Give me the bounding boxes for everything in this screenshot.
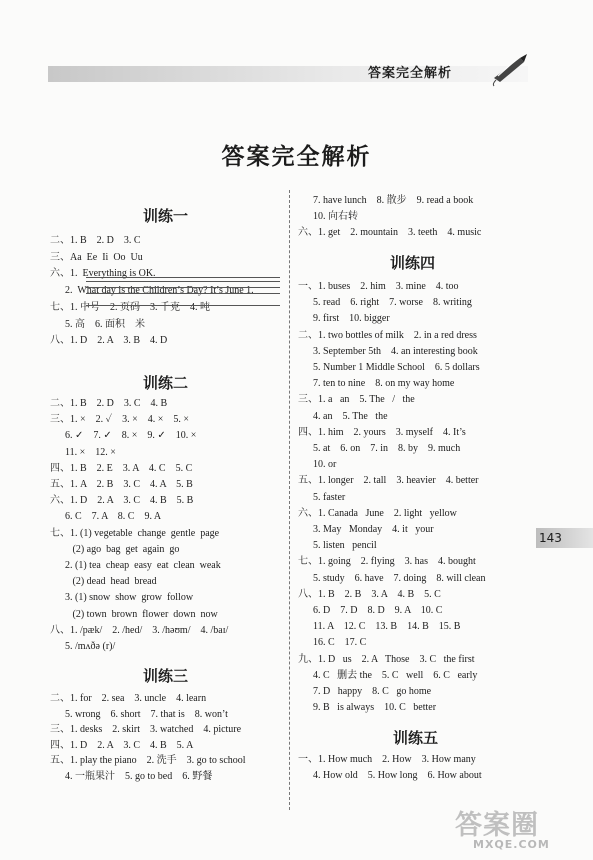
answer-line: 11. A 12. C 13. B 14. B 15. B bbox=[298, 621, 461, 633]
answer-line: 四、1. him 2. yours 3. myself 4. It’s bbox=[298, 426, 466, 438]
answer-line: 五、1. A 2. B 3. C 4. A 5. B bbox=[50, 479, 193, 490]
answer-line: 三、Aa Ee Ii Oo Uu bbox=[50, 251, 143, 263]
answer-line: 5. listen pencil bbox=[298, 540, 377, 552]
answer-line: 5. Number 1 Middle School 6. 5 dollars bbox=[298, 362, 480, 373]
header-title: 答案完全解析 bbox=[368, 66, 453, 81]
writing-line bbox=[86, 293, 280, 294]
answer-line: 5. at 6. on 7. in 8. by 9. much bbox=[298, 443, 461, 454]
answer-line: 5. wrong 6. short 7. that is 8. won’t bbox=[50, 708, 228, 720]
answer-line: 九、1. D us 2. A Those 3. C the first bbox=[298, 653, 475, 665]
answer-line: 7. D happy 8. C go home bbox=[298, 686, 432, 697]
section-title-2: 训练二 bbox=[143, 374, 189, 392]
answer-line: 二、1. B 2. D 3. C bbox=[50, 235, 141, 246]
answer-line: 6. ✓ 7. ✓ 8. × 9. ✓ 10. × bbox=[50, 430, 197, 442]
writing-line bbox=[86, 305, 280, 306]
page-title: 答案完全解析 bbox=[221, 144, 372, 170]
answer-line: 4. C 删去 the 5. C well 6. C early bbox=[298, 669, 478, 681]
answer-line: 5. faster bbox=[298, 491, 346, 503]
answer-line: 四、1. B 2. E 3. A 4. C 5. C bbox=[50, 462, 193, 474]
answer-line: 七、1. 中号 2. 页码 3. 千克 4. 吨 bbox=[50, 301, 210, 313]
answer-line: 七、1. (1) vegetable change gentle page bbox=[50, 527, 220, 539]
answer-line: 5. /mʌðə (r)/ bbox=[50, 641, 116, 652]
answer-line: 六、1. get 2. mountain 3. teeth 4. music bbox=[298, 227, 482, 238]
answer-line: 2. What day is the Children’s Day? It’s June 1. bbox=[50, 285, 254, 297]
page-number: 143 bbox=[536, 528, 593, 548]
answer-line: 二、1. for 2. sea 3. uncle 4. learn bbox=[50, 693, 207, 704]
answer-line: 一、1. buses 2. him 3. mine 4. too bbox=[298, 281, 459, 292]
answer-line: 4. How old 5. How long 6. How about bbox=[298, 770, 482, 781]
answer-line: 10. or bbox=[298, 459, 337, 471]
answer-line: 六、1. Everything is OK. bbox=[50, 268, 156, 280]
answer-line: 二、1. B 2. D 3. C 4. B bbox=[50, 398, 168, 409]
answer-line: 三、1. desks 2. skirt 3. watched 4. picture bbox=[50, 724, 242, 736]
answer-line: 5. study 6. have 7. doing 8. will clean bbox=[298, 572, 486, 584]
answer-line: 五、1. longer 2. tall 3. heavier 4. better bbox=[298, 475, 479, 487]
answer-line: 6. C 7. A 8. C 9. A bbox=[50, 511, 162, 523]
answer-line: 3. September 5th 4. an interesting book bbox=[298, 345, 478, 357]
answer-line: 6. D 7. D 8. D 9. A 10. C bbox=[298, 605, 443, 616]
answer-line: 9. first 10. bigger bbox=[298, 313, 390, 325]
answer-line: 二、1. two bottles of milk 2. in a red dress bbox=[298, 329, 477, 341]
section-title-5: 训练五 bbox=[393, 729, 439, 747]
answer-line: (2) town brown flower down now bbox=[50, 608, 218, 620]
answer-line: 三、1. × 2. ✓ 3. × 4. × 5. × bbox=[50, 414, 190, 426]
answer-line: 9. B is always 10. C better bbox=[298, 702, 437, 714]
answer-line: 八、1. /pæk/ 2. /hed/ 3. /həʊm/ 4. /baɪ/ bbox=[50, 624, 229, 636]
writing-line bbox=[86, 281, 280, 282]
header-band bbox=[48, 66, 528, 82]
writing-line bbox=[86, 277, 280, 278]
answer-line: 三、1. a an 5. The / the bbox=[298, 394, 415, 406]
answer-line: (2) dead head bread bbox=[50, 576, 157, 588]
answer-line: 10. 向右转 bbox=[298, 211, 358, 222]
answer-line: 六、1. D 2. A 3. C 4. B 5. B bbox=[50, 495, 194, 507]
pen-icon bbox=[490, 52, 530, 88]
watermark-logo: 答案圈 bbox=[455, 810, 539, 841]
answer-line: 7. ten to nine 8. on my way home bbox=[298, 378, 455, 390]
answer-line: 六、1. Canada June 2. light yellow bbox=[298, 507, 457, 519]
answer-line: 四、1. D 2. A 3. C 4. B 5. A bbox=[50, 739, 194, 751]
answer-line: 4. an 5. The the bbox=[298, 410, 388, 422]
answer-line: 5. 高 6. 面积 米 bbox=[50, 318, 145, 330]
answer-line: 5. read 6. right 7. worse 8. writing bbox=[298, 297, 472, 309]
answer-line: 五、1. play the piano 2. 洗手 3. go to school bbox=[50, 755, 246, 767]
answer-line: 16. C 17. C bbox=[298, 637, 367, 649]
answer-line: 4. 一瓶果汁 5. go to bed 6. 野餐 bbox=[50, 771, 213, 782]
answer-line: 八、1. B 2. B 3. A 4. B 5. C bbox=[298, 588, 441, 600]
answer-line: 7. have lunch 8. 散步 9. read a book bbox=[298, 195, 474, 206]
answer-line: 一、1. How much 2. How 3. How many bbox=[298, 754, 476, 765]
section-title-4: 训练四 bbox=[390, 254, 436, 272]
answer-line: 七、1. going 2. flying 3. has 4. bought bbox=[298, 556, 476, 568]
answer-line: (2) ago bag get again go bbox=[50, 543, 180, 555]
answer-line: 3. May Monday 4. it your bbox=[298, 524, 434, 535]
answer-line: 2. (1) tea cheap easy eat clean weak bbox=[50, 560, 221, 571]
writing-line bbox=[86, 287, 280, 288]
column-divider bbox=[289, 190, 290, 810]
answer-line: 八、1. D 2. A 3. B 4. D bbox=[50, 335, 168, 347]
answer-line: 3. (1) snow show grow follow bbox=[50, 592, 194, 604]
watermark-url: MXQE.COM bbox=[473, 838, 550, 851]
answer-line: 11. × 12. × bbox=[50, 446, 116, 458]
section-title-1: 训练一 bbox=[143, 207, 189, 225]
section-title-3: 训练三 bbox=[143, 667, 189, 685]
